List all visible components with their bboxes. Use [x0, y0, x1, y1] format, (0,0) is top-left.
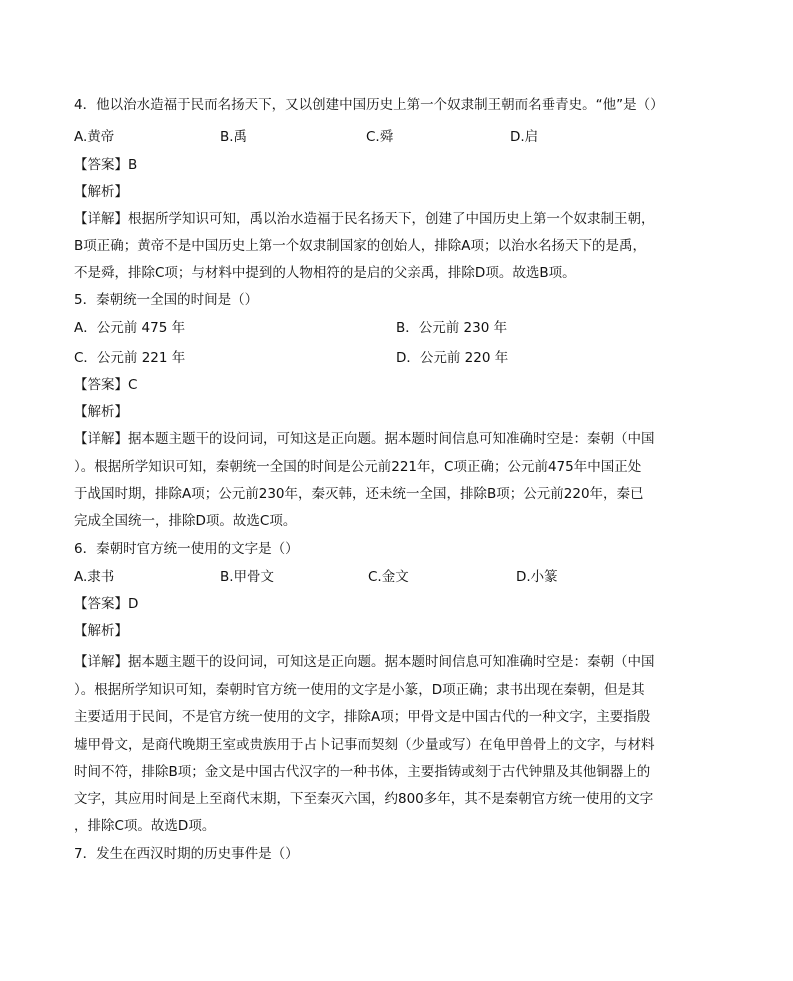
question-7-stem: 7．发生在西汉时期的历史事件是（） [74, 846, 299, 862]
question-5-answer: 【答案】C [74, 377, 138, 393]
question-5-option-a: A．公元前 475 年 [74, 320, 186, 336]
question-5-detail-line: ）。根据所学知识可知，秦朝统一全国的时间是公元前221年，C项正确；公元前475年中国正处 [74, 459, 642, 475]
question-5-stem: 5．秦朝统一全国的时间是（） [74, 292, 259, 308]
question-6-detail-line: 文字，其应用时间是上至商代末期，下至秦灭六国，约800多年，其不是秦朝官方统一使用的文字 [74, 791, 654, 807]
question-5-detail-line: 【详解】据本题主题干的设问词，可知这是正向题。据本题时间信息可知准确时空是：秦朝（中国 [74, 431, 655, 447]
question-4-option-b: B.禹 [220, 129, 248, 145]
question-5-detail-line: 于战国时期，排除A项；公元前230年，秦灭韩，还未统一全国，排除B项；公元前220年，秦已 [74, 486, 644, 502]
question-6-stem: 6．秦朝时官方统一使用的文字是（） [74, 541, 299, 557]
question-6-detail-line: 主要适用于民间，不是官方统一使用的文字，排除A项；甲骨文是中国古代的一种文字，主要指殷 [74, 709, 651, 725]
question-5-option-c: C．公元前 221 年 [74, 350, 186, 366]
question-6-detail-line: ，排除C项。故选D项。 [74, 818, 216, 834]
question-6-option-c: C.金文 [368, 569, 409, 585]
question-4-option-a: A.黄帝 [74, 129, 115, 145]
question-6-option-b: B.甲骨文 [220, 569, 275, 585]
question-4-answer: 【答案】B [74, 157, 138, 173]
question-5-option-d: D．公元前 220 年 [396, 350, 509, 366]
question-4-stem: 4．他以治水造福于民而名扬天下，又以创建中国历史上第一个奴隶制王朝而名垂青史。“他”是（） [74, 97, 664, 113]
question-6-detail-line: 墟甲骨文，是商代晚期王室或贵族用于占卜记事而契刻（少量或写）在龟甲兽骨上的文字，与材料 [74, 737, 655, 753]
question-6-answer: 【答案】D [74, 596, 139, 612]
question-4-analysis-label: 【解析】 [74, 184, 128, 200]
question-4-detail-line: B项正确；黄帝不是中国历史上第一个奴隶制国家的创始人，排除A项；以治水名扬天下的是禹， [74, 238, 646, 254]
question-6-option-a: A.隶书 [74, 569, 115, 585]
question-5-option-b: B．公元前 230 年 [396, 320, 508, 336]
question-4-detail-line: 不是舜，排除C项；与材料中提到的人物相符的是启的父亲禹，排除D项。故选B项。 [74, 265, 576, 281]
question-6-option-d: D.小篆 [516, 569, 558, 585]
question-6-analysis-label: 【解析】 [74, 623, 128, 639]
question-4-option-d: D.启 [510, 129, 539, 145]
question-6-detail-line: 时间不符，排除B项；金文是中国古代汉字的一种书体，主要指铸或刻于古代钟鼎及其他铜器上的 [74, 764, 651, 780]
question-6-detail-line: ）。根据所学知识可知，秦朝时官方统一使用的文字是小篆，D项正确；隶书出现在秦朝，但是其 [74, 682, 645, 698]
question-4-option-c: C.舜 [366, 129, 394, 145]
question-4-detail-line: 【详解】根据所学知识可知，禹以治水造福于民名扬天下，创建了中国历史上第一个奴隶制王朝， [74, 211, 655, 227]
question-5-analysis-label: 【解析】 [74, 404, 128, 420]
question-6-detail-line: 【详解】据本题主题干的设问词，可知这是正向题。据本题时间信息可知准确时空是：秦朝（中国 [74, 654, 655, 670]
question-5-detail-line: 完成全国统一，排除D项。故选C项。 [74, 513, 297, 529]
